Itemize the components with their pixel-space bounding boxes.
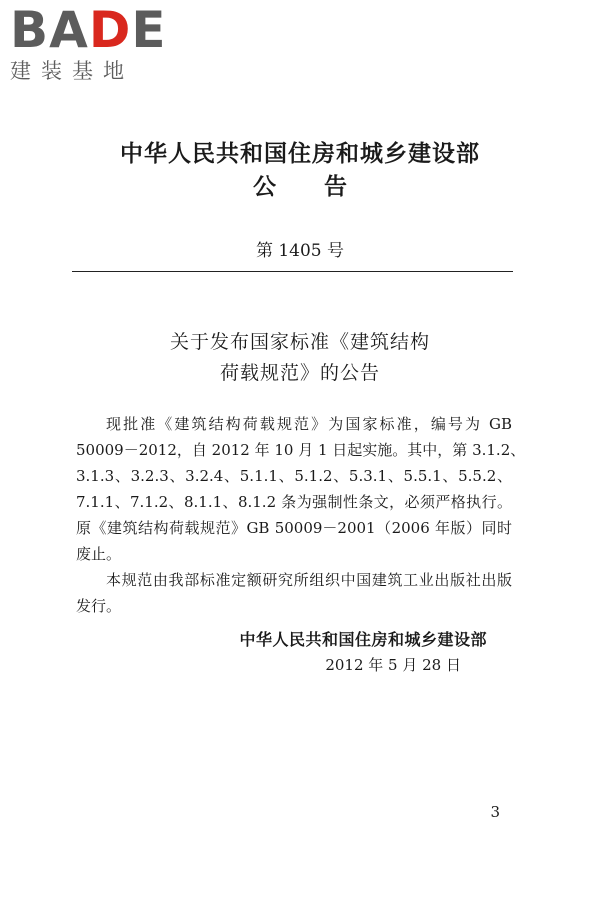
page-number: 3	[490, 803, 500, 821]
body-line-4: 7.1.1、7.1.2、8.1.1、8.1.2 条为强制性条文，必须严格执行。	[76, 493, 512, 511]
body-line-7: 本规范由我部标准定额研究所组织中国建筑工业出版社出版	[106, 571, 512, 589]
announcement-title: 公告	[253, 173, 395, 200]
body-line-5: 原《建筑结构荷载规范》GB 50009－2001（2006 年版）同时	[76, 519, 512, 537]
body-line-1: 现批准《建筑结构荷载规范》为国家标准，编号为 GB	[106, 415, 512, 433]
subject-line-2: 荷载规范》的公告	[219, 362, 380, 384]
logo-subtitle: 建装基地	[10, 59, 134, 83]
body-line-3: 3.1.3、3.2.3、3.2.4、5.1.1、5.1.2、5.3.1、5.5.1、5.5.2、	[76, 467, 512, 485]
subject-line-1: 关于发布国家标准《建筑结构	[169, 331, 430, 353]
logo-wordmark: BADE	[10, 1, 167, 59]
signature-date: 2012 年 5 月 28 日	[325, 656, 461, 674]
body-line-6: 废止。	[76, 545, 122, 563]
header-divider	[72, 271, 513, 272]
ministry-heading: 中华人民共和国住房和城乡建设部	[120, 140, 480, 167]
document-number: 第 1405 号	[255, 241, 345, 261]
signature-issuer: 中华人民共和国住房和城乡建设部	[239, 630, 487, 649]
body-line-2: 50009－2012，自 2012 年 10 月 1 日起实施。其中，第 3.1.2、	[76, 441, 526, 459]
body-line-8: 发行。	[76, 597, 122, 615]
bade-logo	[10, 1, 180, 84]
